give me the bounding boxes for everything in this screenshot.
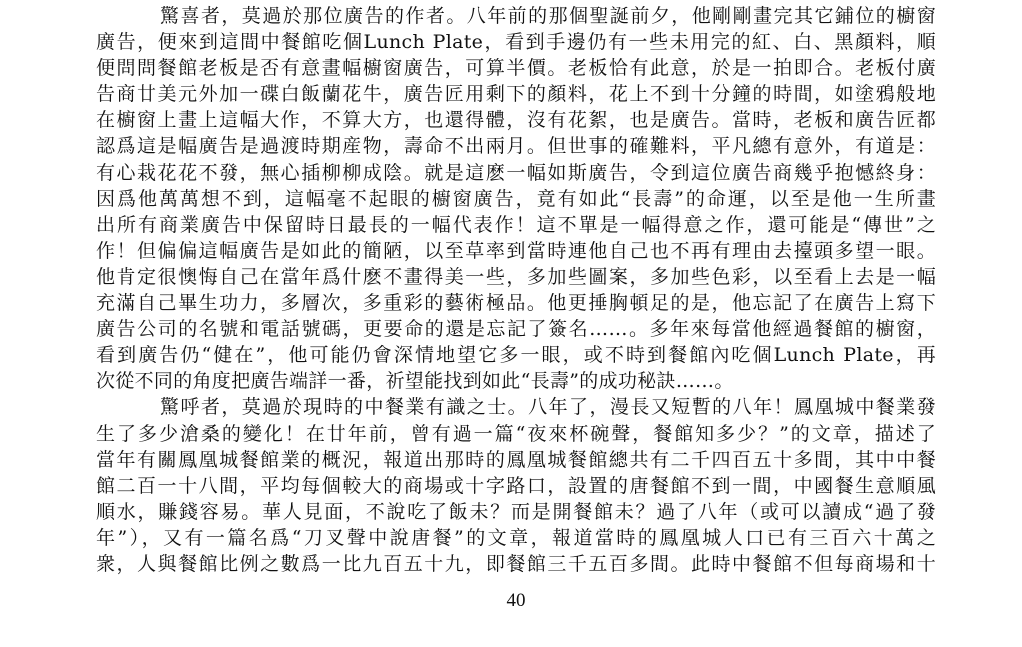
text-line: 作！但偏偏這幅廣告是如此的簡陋，以至草率到當時連他自己也不再有理由去擡頭多望一眼。 — [96, 239, 936, 262]
text-line: 驚呼者，莫過於現時的中餐業有識之士。八年了，漫長又短暫的八年！鳳凰城中餐業發 — [160, 396, 936, 419]
text-line: 有心栽花花不發，無心插柳柳成陰。就是這麽一幅如斯廣告，令到這位廣告商幾乎抱憾終身： — [96, 161, 936, 184]
text-line: 他肯定很懊悔自己在當年爲什麽不畫得美一些，多加些圖案，多加些色彩，以至看上去是一幅 — [96, 265, 936, 288]
document-page — [96, 0, 936, 647]
text-line: 看到廣告仍“健在”，他可能仍會深情地望它多一眼，或不時到餐館內吃個Lunch Plate，再 — [96, 344, 936, 367]
page-number: 40 — [506, 590, 526, 611]
text-line: 在櫥窗上畫上這幅大作，不算大方，也還得體，沒有花絮，也是廣告。當時，老板和廣告匠都 — [96, 109, 936, 132]
text-line: 因爲他萬萬想不到，這幅毫不起眼的櫥窗廣告，竟有如此“長壽”的命運，以至是他一生所畫 — [96, 187, 936, 210]
text-line: 驚喜者，莫過於那位廣告的作者。八年前的那個聖誕前夕，他剛剛畫完其它鋪位的櫥窗 — [160, 5, 936, 27]
text-line: 當年有關鳳凰城餐館業的概況，報道出那時的鳳凰城餐館總共有二千四百五十多間，其中中餐 — [96, 448, 936, 471]
text-line: 便問問餐館老板是否有意畫幅櫥窗廣告，可算半價。老板恰有此意，於是一拍即合。老板付廣 — [96, 57, 936, 80]
text-line: 館二百一十八間，平均每個較大的商場或十字路口，設置的唐餐館不到一間，中國餐生意順風 — [96, 474, 936, 497]
text-line: 廣告，便來到這間中餐館吃個Lunch Plate，看到手邊仍有一些未用完的紅、白、黑顏料，順 — [96, 31, 936, 54]
text-line: 告商廿美元外加一碟白飯蘭花牛，廣告匠用剩下的顏料，花上不到十分鐘的時間，如塗鴉般地 — [96, 83, 936, 106]
text-line: 年”），又有一篇名爲“刀叉聲中說唐餐”的文章，報道當時的鳳凰城人口已有三百六十萬之 — [96, 526, 936, 549]
text-line: 出所有商業廣告中保留時日最長的一幅代表作！這不單是一幅得意之作，還可能是“傳世”之 — [96, 213, 936, 236]
text-line: 廣告公司的名號和電話號碼，更要命的還是忘記了簽名……。多年來每當他經過餐館的櫥窗， — [96, 318, 936, 341]
text-line: 次從不同的角度把廣告端詳一番，祈望能找到如此“長壽”的成功秘訣……。 — [96, 370, 734, 393]
text-line: 順水，賺錢容易。華人見面，不說吃了飯未？而是開餐館未？過了八年（或可以讀成“過了發 — [96, 500, 936, 523]
text-line: 衆，人與餐館比例之數爲一比九百五十九，即餐館三千五百多間。此時中餐館不但每商場和十 — [96, 552, 936, 575]
body-text — [96, 3, 936, 577]
text-line: 充滿自己畢生功力，多層次，多重彩的藝術極品。他更捶胸頓足的是，他忘記了在廣告上寫下 — [96, 292, 936, 315]
text-line: 生了多少滄桑的變化！在廿年前，曾有過一篇“夜來杯碗聲，餐館知多少？”的文章，描述了 — [96, 422, 936, 445]
text-line: 認爲這是幅廣告是過渡時期産物，壽命不出兩月。但世事的確難料，平凡總有意外，有道是： — [96, 135, 936, 158]
